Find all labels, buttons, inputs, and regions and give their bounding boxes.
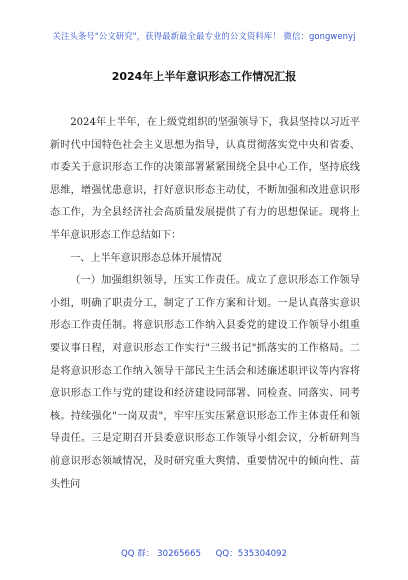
header-banner: 关注头条号"公文研究"，获得最新最全最专业的公文资料库！ 微信：gongwenyj [52,31,356,41]
footer-qq-group: QQ 群： 30265665 [121,549,201,559]
document-body [50,112,360,496]
document-title: 2024年上半年意识形态工作情况汇报 [111,70,297,83]
section-heading: 一、上半年意识形态总体开展情况 [70,252,222,264]
sub-paragraph-text: 成立了意识形态工作领导小组，明确了职责分工，制定了工作方案和计划。一是认真落实意识形态工作责任制。将意识形态工作纳入县委党的建设工作领导小组重要议事日程，对意识形态工作实行"三级书记"抓落实的工作格局。二是将意识形态工作纳入领导干部民主生活会和述廉述职评议等内容将意识形态工作与党的建设和经济建设同部署、同检查、同落实、同考核。持续强化"一岗双责"，牢牢压实压紧意识形态工作主体责任和领导责任。三是定期召开县委意识形态工作领导小组会议，分析研判当前意识形态领域情况，及时研究重大舆情、重要情况中的倾向性、苗头性问 [50,275,361,490]
intro-paragraph: 2024年上半年，在上级党组织的坚强领导下，我县坚持以习近平新时代中国特色社会主义思想为指导，认真贯彻落实党中央和省委、市委关于意识形态工作的决策部署紧紧围绕全县中心工作，坚持底线思维，增强忧患意识，打好意识形态主动仗，不断加强和改进意识形态工作，为全县经济社会高质量发展提供了有力的思想保证。现将上半年意识形态工作总结如下： [50,117,360,241]
sub-paragraph-lead: （一）加强组织领导，压实工作责任。 [70,275,247,287]
footer-qq: QQ：535304092 [215,549,287,559]
sub-paragraph [50,270,360,496]
footer-contact [0,547,408,559]
